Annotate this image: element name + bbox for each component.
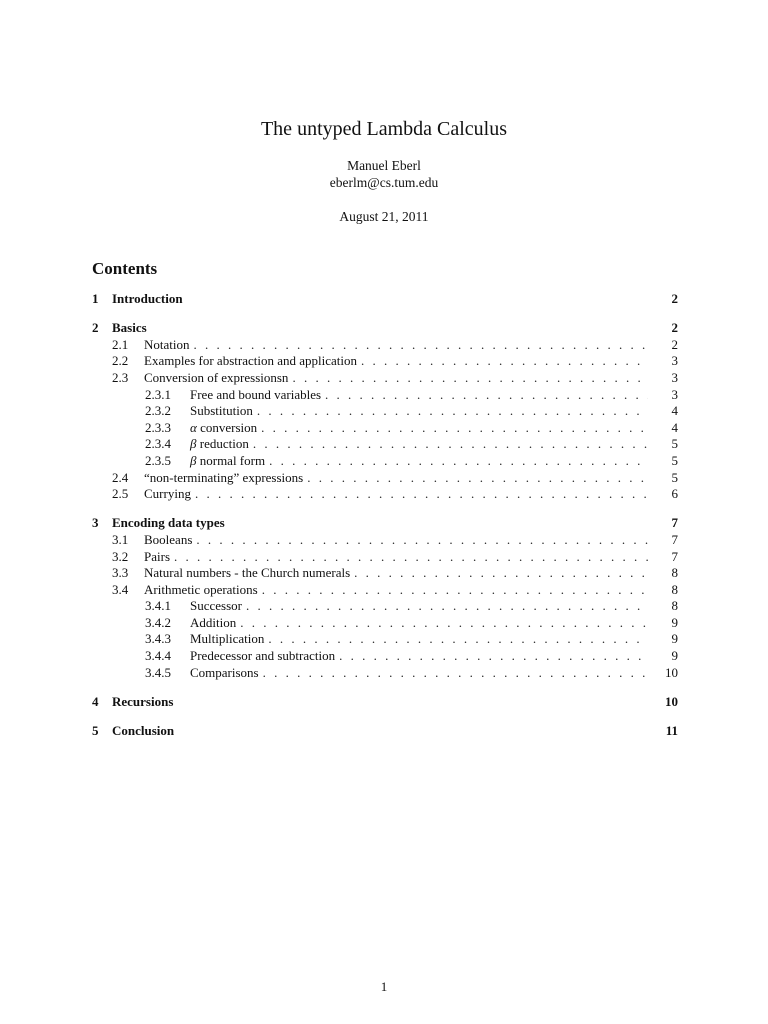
entry-number: 2.3: [112, 369, 129, 385]
entry-title: Substitution: [190, 403, 253, 419]
entry-title: Booleans: [144, 531, 193, 547]
entry-title: Predecessor and subtraction: [190, 648, 336, 664]
dot-leader: [361, 353, 648, 370]
toc-entry-beta-normal-form[interactable]: [92, 453, 678, 470]
section-title: Encoding data types: [112, 515, 225, 531]
entry-title: Successor: [190, 598, 242, 614]
toc-entry-addition[interactable]: [92, 615, 678, 632]
entry-page: 3: [671, 353, 678, 369]
entry-title: Notation: [144, 336, 190, 352]
entry-page: 8: [671, 581, 678, 597]
entry-title: Pairs: [144, 548, 170, 564]
entry-title: Examples for abstraction and application: [144, 353, 357, 369]
toc-entry-currying[interactable]: [92, 486, 678, 503]
entry-number: 2.1: [112, 336, 129, 352]
document-title: The untyped Lambda Calculus: [260, 118, 508, 140]
dot-leader: [261, 420, 648, 437]
dot-leader: [339, 648, 648, 665]
entry-title: Free and bound variables: [190, 386, 322, 402]
toc-entry-conversion[interactable]: [92, 370, 678, 387]
section-title: Recursions: [112, 693, 174, 709]
entry-title: Natural numbers - the Church numerals: [144, 565, 351, 581]
entry-number: 2.3.4: [145, 436, 171, 452]
dot-leader: [269, 453, 648, 470]
entry-number: 2.4: [112, 469, 129, 485]
entry-title: Conversion of expressionsn: [144, 369, 289, 385]
toc-entry-free-bound-variables[interactable]: [92, 387, 678, 404]
toc-entry-non-terminating[interactable]: [92, 470, 678, 487]
entry-number: 3.4.3: [145, 631, 171, 647]
entry-number: 2.3.5: [145, 452, 171, 468]
toc-entry-notation[interactable]: [92, 337, 678, 354]
entry-page: 9: [671, 648, 678, 664]
section-number: 1: [92, 291, 99, 306]
entry-title: Multiplication: [190, 631, 265, 647]
beta-symbol: β: [190, 436, 197, 452]
dot-leader: [257, 403, 648, 420]
toc-entry-multiplication[interactable]: [92, 631, 678, 648]
alpha-symbol: α: [190, 419, 197, 435]
toc-entry-booleans[interactable]: [92, 532, 678, 549]
section-title: Basics: [112, 320, 147, 336]
dot-leader: [292, 370, 648, 387]
entry-page: 4: [671, 403, 678, 419]
toc-entry-pairs[interactable]: [92, 549, 678, 566]
entry-title: [190, 420, 261, 437]
dot-leader: [240, 615, 648, 632]
entry-title-text: reduction: [196, 436, 249, 452]
entry-page: 4: [671, 419, 678, 435]
section-page: 2: [671, 320, 678, 336]
section-number: 5: [92, 723, 99, 739]
section-title: Conclusion: [112, 723, 175, 739]
entry-number: 3.4.5: [145, 664, 171, 680]
toc-section-conclusion[interactable]: [92, 723, 678, 740]
section-page: 11: [665, 723, 678, 739]
entry-title: Addition: [190, 614, 237, 630]
dot-leader: [325, 387, 648, 404]
entry-number: 3.4.4: [145, 648, 171, 664]
entry-number: 2.3.2: [145, 403, 171, 419]
entry-title: “non-terminating” expressions: [144, 469, 304, 485]
entry-page: 6: [671, 486, 678, 502]
section-page: 7: [671, 515, 678, 531]
entry-page: 5: [671, 469, 678, 485]
dot-leader: [354, 565, 648, 582]
toc-entry-alpha-conversion[interactable]: [92, 420, 678, 437]
dot-leader: [262, 582, 648, 599]
entry-page: 8: [671, 565, 678, 581]
entry-number: 3.4.1: [145, 598, 171, 614]
entry-number: 2.2: [112, 353, 129, 369]
toc-section-introduction[interactable]: [92, 291, 678, 308]
author-email: eberlm@cs.tum.edu: [329, 175, 439, 190]
entry-title-text: conversion: [196, 419, 258, 435]
toc-entry-arithmetic-operations[interactable]: [92, 582, 678, 599]
page-number: 1: [380, 979, 388, 994]
entry-page: 3: [671, 369, 678, 385]
dot-leader: [195, 486, 648, 503]
beta-symbol: β: [190, 452, 197, 468]
dot-leader: [253, 436, 648, 453]
entry-number: 2.3.1: [145, 386, 171, 402]
dot-leader: [307, 470, 648, 487]
entry-page: 9: [671, 614, 678, 630]
entry-page: 7: [671, 548, 678, 564]
entry-title: [190, 436, 253, 453]
entry-title: Currying: [144, 486, 191, 502]
dot-leader: [268, 631, 648, 648]
author-name: Manuel Eberl: [347, 158, 421, 173]
dot-leader: [246, 598, 648, 615]
toc-entry-comparisons[interactable]: [92, 665, 678, 682]
entry-page: 5: [671, 436, 678, 452]
toc-entry-church-numerals[interactable]: [92, 565, 678, 582]
entry-title-text: normal form: [196, 452, 266, 468]
document-date: August 21, 2011: [339, 209, 429, 224]
toc-heading: Contents: [92, 259, 158, 278]
entry-number: 2.3.3: [145, 419, 171, 435]
toc-entry-examples[interactable]: [92, 353, 678, 370]
entry-page: 10: [665, 664, 678, 680]
section-number: 4: [92, 693, 99, 709]
entry-number: 3.2: [112, 548, 129, 564]
dot-leader: [263, 665, 648, 682]
entry-page: 8: [671, 598, 678, 614]
dot-leader: [174, 549, 648, 566]
entry-page: 2: [671, 336, 678, 352]
entry-number: 3.4: [112, 581, 129, 597]
toc-entry-predecessor-subtraction[interactable]: [92, 648, 678, 665]
entry-title: [190, 453, 269, 470]
entry-page: 7: [671, 531, 678, 547]
toc-section-recursions[interactable]: [92, 694, 678, 711]
section-number: 3: [92, 515, 99, 531]
toc-entry-successor[interactable]: [92, 598, 678, 615]
entry-number: 3.3: [112, 565, 129, 581]
toc-section-encoding-data-types[interactable]: [92, 515, 678, 532]
section-page: 2: [671, 291, 678, 306]
title-block: [0, 116, 768, 225]
toc-section-basics[interactable]: [92, 320, 678, 337]
toc-entry-substitution[interactable]: [92, 403, 678, 420]
entry-page: 3: [671, 386, 678, 402]
table-of-contents: [92, 258, 678, 740]
toc-entry-beta-reduction[interactable]: [92, 436, 678, 453]
entry-title: Arithmetic operations: [144, 581, 258, 597]
dot-leader: [194, 337, 649, 354]
section-title: Introduction: [112, 291, 183, 306]
entry-number: 3.4.2: [145, 614, 171, 630]
section-number: 2: [92, 320, 99, 336]
entry-number: 3.1: [112, 531, 129, 547]
section-page: 10: [665, 693, 678, 709]
entry-page: 9: [671, 631, 678, 647]
entry-title: Comparisons: [190, 664, 259, 680]
dot-leader: [196, 532, 648, 549]
entry-page: 5: [671, 452, 678, 468]
entry-number: 2.5: [112, 486, 129, 502]
